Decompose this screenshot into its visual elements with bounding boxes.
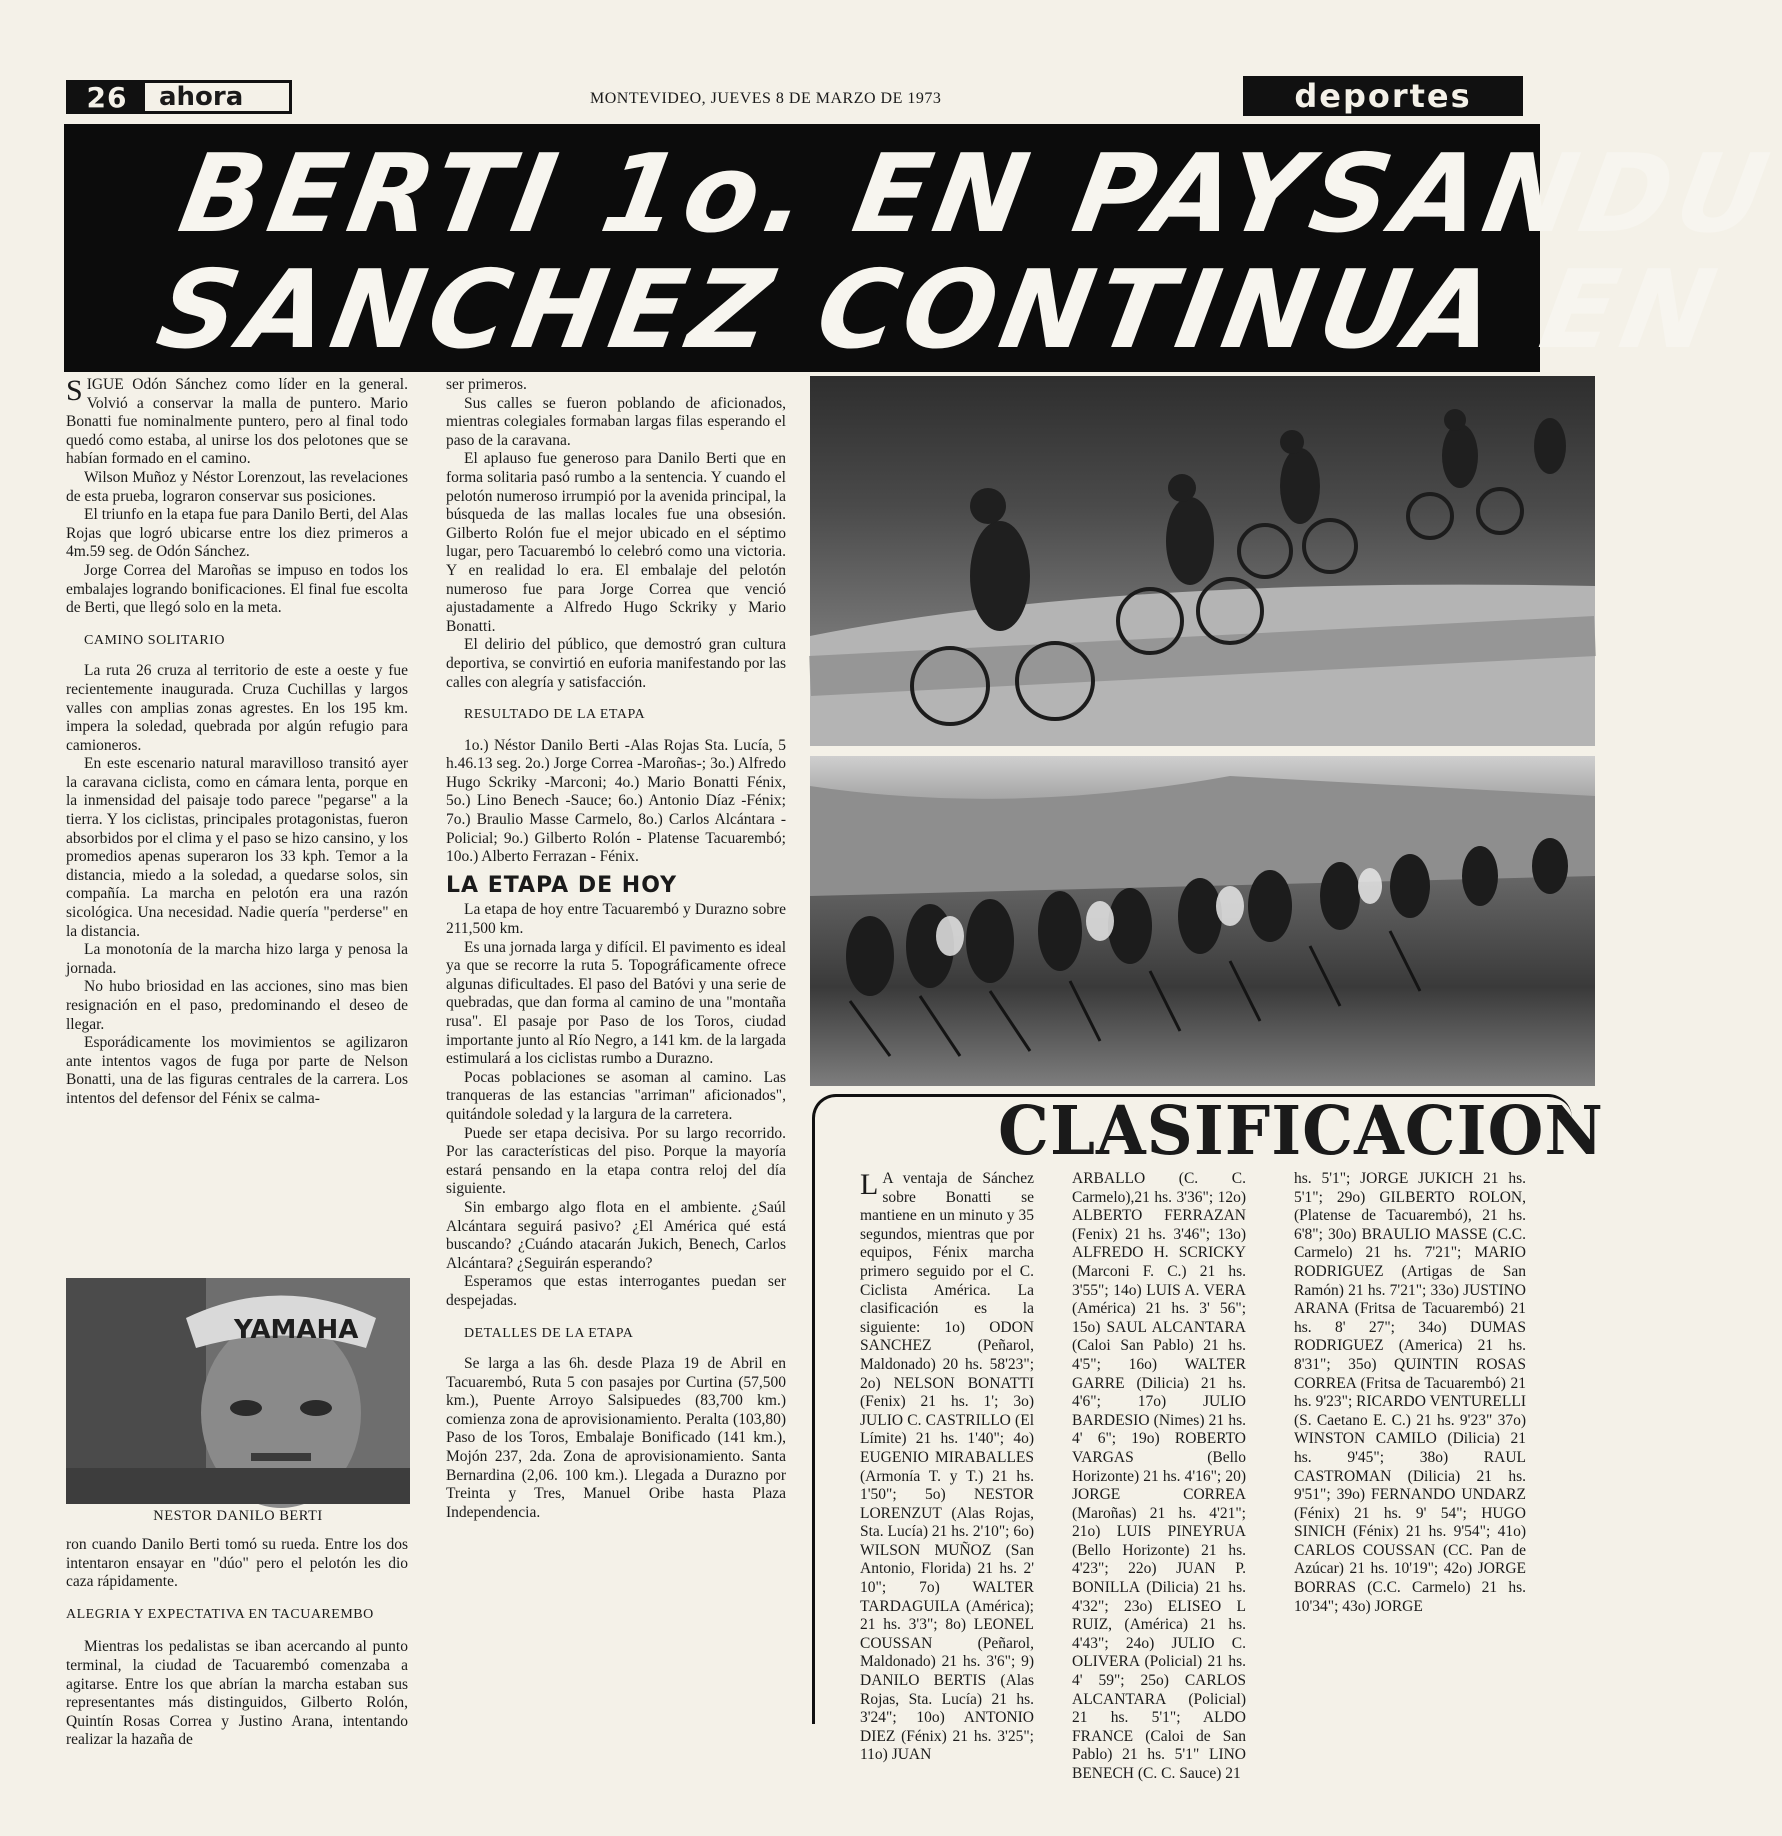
paragraph: El aplauso fue generoso para Danilo Berti que en forma solitaria pasó rumbo a la sentencia. Y cuando el pelotón numeroso irrumpió por la avenida principal, la búsqueda de las mallas locales fue una obsesión. Gilberto Rolón fue el mejor ubicado en el séptimo lugar, pero Tacuarembó lo celebró como una victoria. Y en realidad lo era. El embalaje del pelotón numeroso fue para Jorge Correa que venció ajustadamente a Alfredo Hugo Sckriky y Mario Bonatti. (446, 450, 786, 635)
subheading: ALEGRIA Y EXPECTATIVA EN TACUAREMBO (66, 1606, 374, 1622)
article-column-1 (66, 376, 408, 1109)
article-column-2 (446, 376, 786, 1522)
page-header-left (66, 80, 292, 114)
headline-line-1: BERTI 1o. EN PAYSANDU (170, 132, 1782, 257)
paragraph: El triunfo en la etapa fue para Danilo Berti, del Alas Rojas que logró ubicarse entre los diez primeros a 4m.59 seg. de Odón Sánchez. (66, 506, 408, 561)
paragraph: Wilson Muñoz y Néstor Lorenzout, las revelaciones de esta prueba, lograron conservar sus posiciones. (66, 468, 408, 505)
subheading: DETALLES DE LA ETAPA (464, 1325, 634, 1341)
portrait-photo (66, 1278, 410, 1504)
clasificacion-column-3 (1294, 1170, 1526, 1616)
paragraph: SIGUE Odón Sánchez como líder en la general. Volvió a conservar la malla de puntero. Mario Bonatti fue nominalmente puntero, pero al final todo quedó como estaba, al unirse los dos pelotones que se habían formado en el camino. (66, 374, 408, 468)
paragraph: Se larga a las 6h. desde Plaza 19 de Abril en Tacuarembó, Ruta 5 con pasajes por Curtina (57,500 km.), Puente Arroyo Salsipuedes (83,700 km.) comienza zona de aprovisionamiento. Peralta (103,80) Paso de los Toros, Embalaje Bonificado (141 km.), Mojón 237, 2da. Zona de aprovisionamiento. Santa Bernardina (2,06. 100 km.). Llegada a Durazno por Treinta y Tres, Manuel Oribe hasta Plaza Independencia. (446, 1355, 786, 1521)
paragraph: hs. 5'1"; JORGE JUKICH 21 hs. 5'1"; 29o) GILBERTO ROLON, (Platense de Tacuarembó), 21 hs. 6'8"; 30o) BRAULIO MASSE (C.C. Carmelo) 21 hs. 7'21"; MARIO RODRIGUEZ (Artigas de San Ramón) 21 hs. 7'21"; 33o) JUSTINO ARANA (Fritsa de Tacuarembó) 21 hs. 8' 27"; 34o) DUMAS RODRIGUEZ (America) 21 hs. 8'31"; 35o) QUINTIN ROSAS CORREA (Fritsa de Tacuarembó) 21 hs. 9'23"; RICARDO VENTURELLI (S. Caetano E. C.) 21 hs. 9'23" 37o) WINSTON CAMILO (Dilicia) 21 hs. 9'45"; 38o) RAUL CASTROMAN (Dilicia) 21 hs. 9'51"; 39o) FERNANDO UNDARZ (Fénix) 21 hs. 9' 54"; HUGO SINICH (Fénix) 21 hs. 9'54"; 41o) CARLOS COUSSAN (CC. Pan de Azúcar) 21 hs. 10'19"; 42o) JORGE BORRAS (C.C. Carmelo) 21 hs. 10'34"; 43o) JORGE (1294, 1170, 1526, 1615)
page-number: 26 (69, 83, 145, 111)
paragraph: Pocas poblaciones se asoman al camino. Las tranqueras de las estancias "arriman" aficionados", quitándole soledad y la largura de la carretera. (446, 1068, 786, 1123)
paragraph: Mientras los pedalistas se iban acercando al punto terminal, la ciudad de Tacuarembó comenzaba a agitarse. Entre los que abrían la marcha estaban sus representantes más distinguidos, Gilberto Rolón, Quintín Rosas Correa y Justino Arana, intentando realizar la hazaña de (66, 1638, 408, 1749)
paragraph: L A ventaja de Sánchez sobre Bonatti se mantiene en un minuto y 35 segundos, mientras que por equipos, Fénix marcha primero seguido por el C. Ciclista América. La clasificación es la siguiente: 1o) ODON SANCHEZ (Peñarol, Maldonado) 20 hs. 58'23"; 2o) NELSON BONATTI (Fenix) 21 hs. 1'; 3o) JULIO C. CASTRILLO (El Límite) 21 hs. 1'40"; 4o) EUGENIO MIRABALLES (Armonía T. y T.) 21 hs. 1'50"; 5o) NESTOR LORENZUT (Alas Rojas, Sta. Lucía) 21 hs. 2'10"; 6o) WILSON MUÑOZ (San Antonio, Florida) 21 hs. 2' 10"; 7o) WALTER TARDAGUILA (América); 21 hs. 3'3"; 8o) LEONEL COUSSAN (Peñarol, Maldonado) 21 hs. 3'6"; 9) DANILO BERTIS (Alas Rojas, Sta. Lucía) 21 hs. 3'24"; 10o) ANTONIO DIEZ (Fénix) 21 hs. 3'25"; 11o) JUAN (860, 1168, 1034, 1764)
newspaper-name: ahora (159, 82, 244, 112)
clasificacion-title: CLASIFICACION (998, 1092, 1604, 1171)
paragraph: Sus calles se fueron poblando de aficionados, mientras colegiales formaban largas filas esperando el paso de la caravana. (446, 394, 786, 449)
section-heading: LA ETAPA DE HOY (446, 872, 678, 898)
paragraph: ARBALLO (C. C. Carmelo),21 hs. 3'36"; 12o) ALBERTO FERRAZAN (Fenix) 21 hs. 3'46"; 13o) ALFREDO H. SCRICKY (Marconi F. C.) 21 hs. 3'55"; 14o) LUIS A. VERA (América) 21 hs. 3' 56"; 15o) SAUL ALCANTARA (Caloi San Pablo) 21 hs. 4'5"; 16o) WALTER GARRE (Dilicia) 21 hs. 4'6"; 17o) JULIO BARDESIO (Nimes) 21 hs. 4' 6"; 19o) ROBERTO VARGAS (Bello Horizonte) 21 hs. 4'16"; 20) JORGE CORREA (Maroñas) 21 hs. 4'21"; 21o) LUIS PINEYRUA (Bello Horizonte) 21 hs. 4'23"; 22o) JUAN P. BONILLA (Dilicia) 21 hs. 4'32"; 23o) ELISEO L RUIZ, (América) 21 hs. 4'43"; 24o) JULIO C. OLIVERA (Policial) 21 hs. 4' 59"; 25o) CARLOS ALCANTARA (Policial) 21 hs. 5'1"; ALDO FRANCE (Caloi de San Pablo) 21 hs. 5'1" LINO BENECH (C. C. Sauce) 21 (1072, 1170, 1246, 1782)
paragraph: Esporádicamente los movimientos se agilizaron ante intentos vagos de fuga por parte de Nelson Bonatti, una de las figuras centrales de la carrera. Los intentos del defensor del Fénix se calma- (66, 1034, 408, 1107)
section-label: deportes (1243, 76, 1523, 116)
headline-line-2: SANCHEZ CONTINUA EN (148, 248, 1731, 373)
dateline: MONTEVIDEO, JUEVES 8 DE MARZO DE 1973 (590, 90, 942, 107)
paragraph: En este escenario natural maravilloso transitó ayer la caravana ciclista, como en cámara lenta, porque en la inmensidad del paisaje todo parece "pegarse" a la tierra. Y los ciclistas, principales protagonistas, fueron absorbidos por el clima y el paso se hizo cansino, y los promedios apenas superaron los 33 kph. Temor a la distancia, miedo a la soledad, a quedarse solos, sin compañía. La marcha en pelotón era una razón sicológica. Una necesidad. Nadie quería "perderse" en la distancia. (66, 755, 408, 940)
cap-logo-text: YAMAHA (234, 1315, 359, 1345)
paragraph: 1o.) Néstor Danilo Berti -Alas Rojas Sta. Lucía, 5 h.46.13 seg. 2o.) Jorge Correa -Maroñas-; 3o.) Alfredo Hugo Sckriky -Marconi; 4o.) Mario Bonatti Fénix, 5o.) Lino Benech -Sauce; 6o.) Antonio Díaz -Fénix; 7o.) Braulio Masse Carmelo, 8o.) Carlos Alcántara - Policial; 9o.) Gilberto Rolón - Platense Tacuarembó; 10o.) Alberto Ferrazan - Fénix. (446, 736, 786, 866)
paragraph: ron cuando Danilo Berti tomó su rueda. Entre los dos intentaron ensayar en "dúo" pero el pelotón les dio caza rápidamente. (66, 1536, 408, 1591)
headline-block (64, 124, 1782, 373)
dropcap: S (66, 374, 83, 407)
cyclists-photo-1 (810, 376, 1595, 746)
dropcap: L (860, 1168, 879, 1201)
paragraph: La monotonía de la marcha hizo larga y penosa la jornada. (66, 941, 408, 977)
subheading: RESULTADO DE LA ETAPA (464, 707, 646, 723)
subheading: CAMINO SOLITARIO (84, 632, 226, 648)
paragraph: La ruta 26 cruza al territorio de este a oeste y fue recientemente inaugurada. Cruza Cuchillas y largos valles con amplias zonas agrestes. En los 195 km. impera la soledad, quebrada por algún refugio para camioneros. (66, 662, 408, 754)
clasificacion-column-2 (1072, 1170, 1246, 1784)
paragraph: El delirio del público, que demostró gran cultura deportiva, se convirtió en euforia manifestando por las calles con alegría y satisfacción. (446, 636, 786, 691)
peloton-photo (810, 756, 1595, 1086)
paragraph: No hubo briosidad en las acciones, sino mas bien resignación en el paso, predominando el deseo de llegar. (66, 978, 408, 1033)
paragraph: Es una jornada larga y difícil. El pavimento es ideal ya que se recorre la ruta 5. Topográficamente ofrece algunas dificultades. El paso del Batóvi y una serie de quebradas, que dan forma al camino de una "montaña rusa". El pasaje por Paso de los Toros, ciudad importante junto al Río Negro, a 141 km. de la largada estimulará a los ciclistas rumbo a Durazno. (446, 938, 786, 1068)
paragraph: Esperamos que estas interrogantes puedan ser despejadas. (446, 1273, 786, 1309)
paragraph: Jorge Correa del Maroñas se impuso en todos los embalajes logrando bonificaciones. El final fue escolta de Berti, que llegó solo en la meta. (66, 561, 408, 617)
paragraph: La etapa de hoy entre Tacuarembó y Durazno sobre 211,500 km. (446, 901, 786, 938)
photo-caption: NESTOR DANILO BERTI (153, 1508, 323, 1524)
paragraph: ser primeros. (446, 376, 527, 393)
clasificacion-column-1 (860, 1170, 1034, 1765)
paragraph: Puede ser etapa decisiva. Por su largo recorrido. Por las características del piso. Porque la mayoría estará pensando en la etapa contra reloj del día siguiente. (446, 1124, 786, 1198)
article-column-1-continued (66, 1536, 408, 1750)
paragraph: Sin embargo algo flota en el ambiente. ¿Saúl Alcántara seguirá pasivo? ¿El América qué está buscando? ¿Cuándo atacarán Jukich, Benech, Carlos Alcántara? ¿Seguirán esperando? (446, 1198, 786, 1272)
